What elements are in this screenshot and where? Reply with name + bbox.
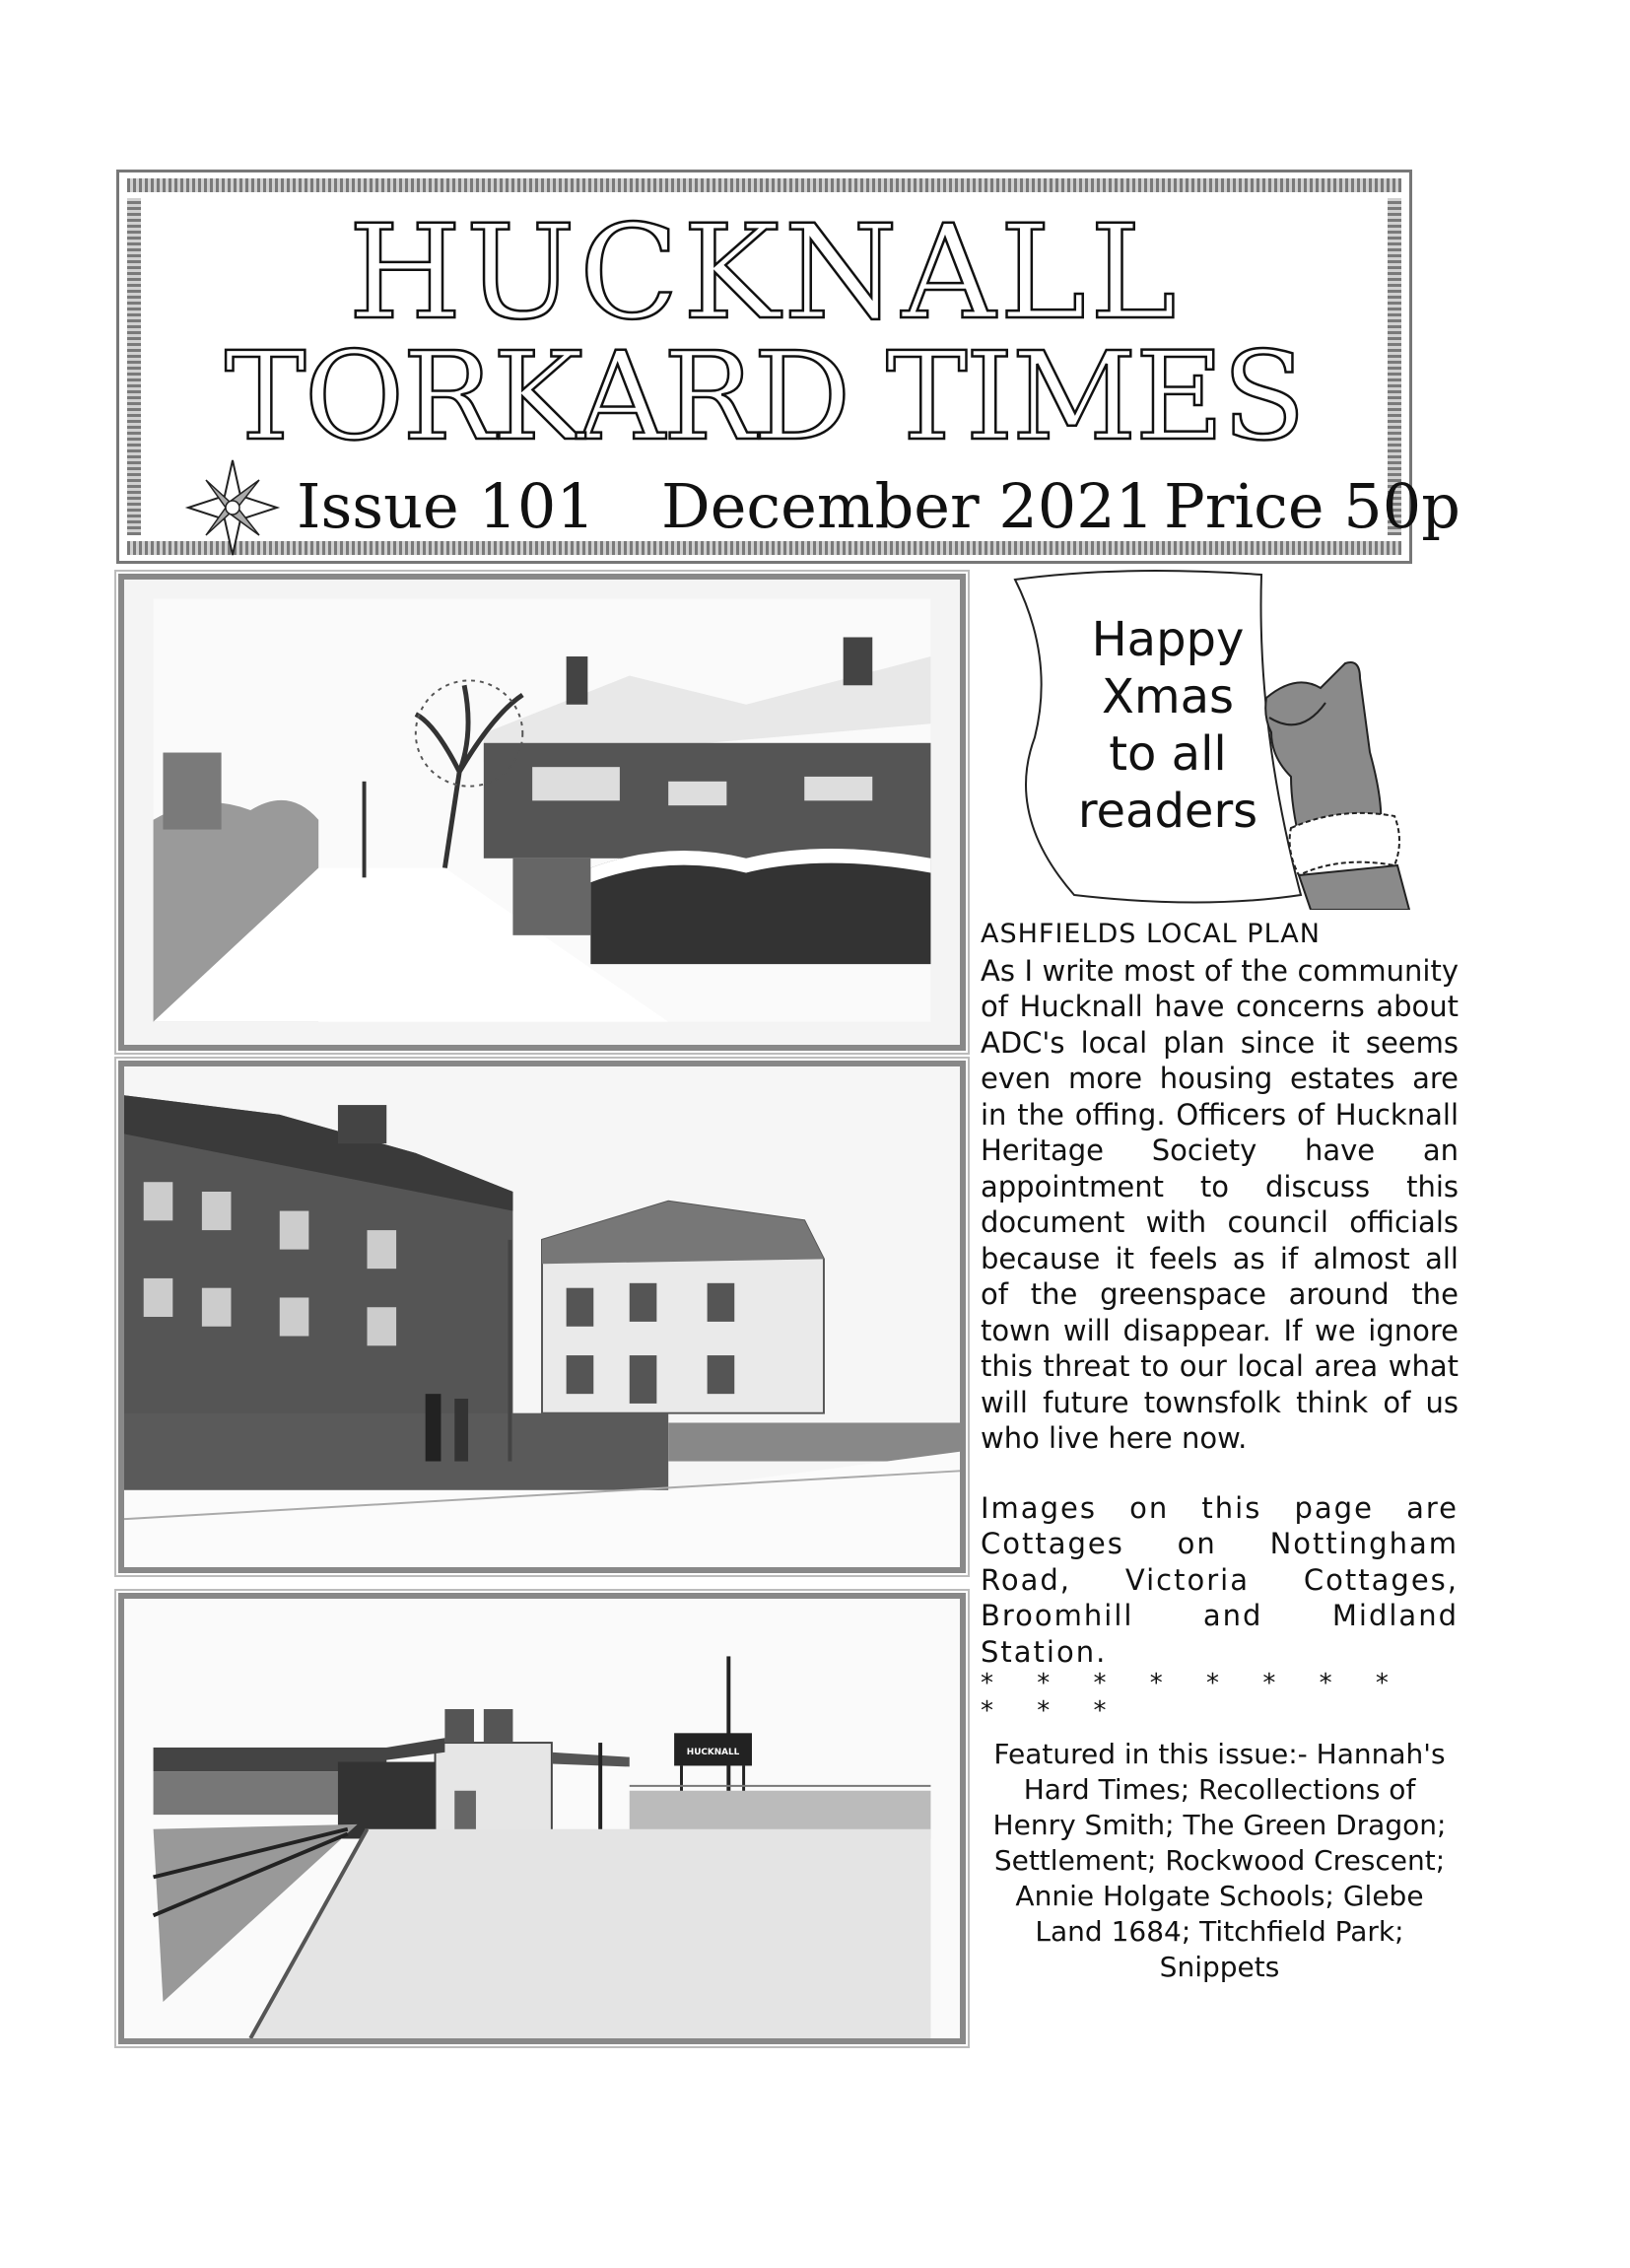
issue-info-row bbox=[178, 458, 1460, 547]
issue-date: December 2021 bbox=[661, 470, 1155, 542]
christmas-greeting-scroll bbox=[1005, 570, 1439, 910]
featured-in-this-issue: Featured in this issue:- Hannah's Hard Times; Recollections of Henry Smith; The Green Dragon; Settlement; Rockwood Crescent; Annie Holgate Schools; Glebe Land 1684; Titchfield Park; Snippets bbox=[992, 1738, 1447, 1983]
greeting-line1: Happy bbox=[1091, 612, 1245, 667]
issue-number: Issue 101 bbox=[297, 470, 595, 542]
masthead-title-line2: TORKARD TIMES bbox=[224, 326, 1305, 468]
article-body: As I write most of the community of Hucknall have concerns about ADC's local plan since it seems even more housing estates are in the offing. Officers of Hucknall Heritage Society have an appointment to discuss this document with council officials because it feels as if almost all of the greenspace around the town will disappear. If we ignore this threat to our local area what will future townsfolk think of us who live here now. bbox=[981, 953, 1459, 1455]
article-column bbox=[981, 917, 1459, 1985]
photo-nottingham-road-cottages bbox=[118, 574, 966, 1051]
article-heading: ASHFIELDS LOCAL PLAN bbox=[981, 919, 1321, 949]
greeting-line2: Xmas bbox=[1101, 669, 1235, 724]
separator-stars: * * * * * * * * * * * bbox=[981, 1669, 1406, 1726]
greeting-line4: readers bbox=[1077, 784, 1258, 839]
image-captions: Images on this page are Cottages on Nottingham Road, Victoria Cottages, Broomhill and Midland Station. bbox=[981, 1490, 1459, 1669]
masthead-top-border bbox=[127, 178, 1401, 192]
photo-midland-station bbox=[118, 1593, 966, 2044]
greeting-text bbox=[1035, 611, 1301, 840]
greeting-line3: to all bbox=[1109, 726, 1227, 782]
masthead-title-line1: HUCKNALL bbox=[348, 197, 1181, 349]
photo-victoria-cottages-broomhill bbox=[118, 1061, 966, 1573]
station-sign-text: HUCKNALL bbox=[686, 1747, 740, 1757]
star-icon bbox=[178, 458, 287, 557]
masthead-left-border bbox=[127, 198, 141, 535]
issue-price: Price 50p bbox=[1164, 470, 1460, 542]
masthead bbox=[116, 170, 1460, 564]
